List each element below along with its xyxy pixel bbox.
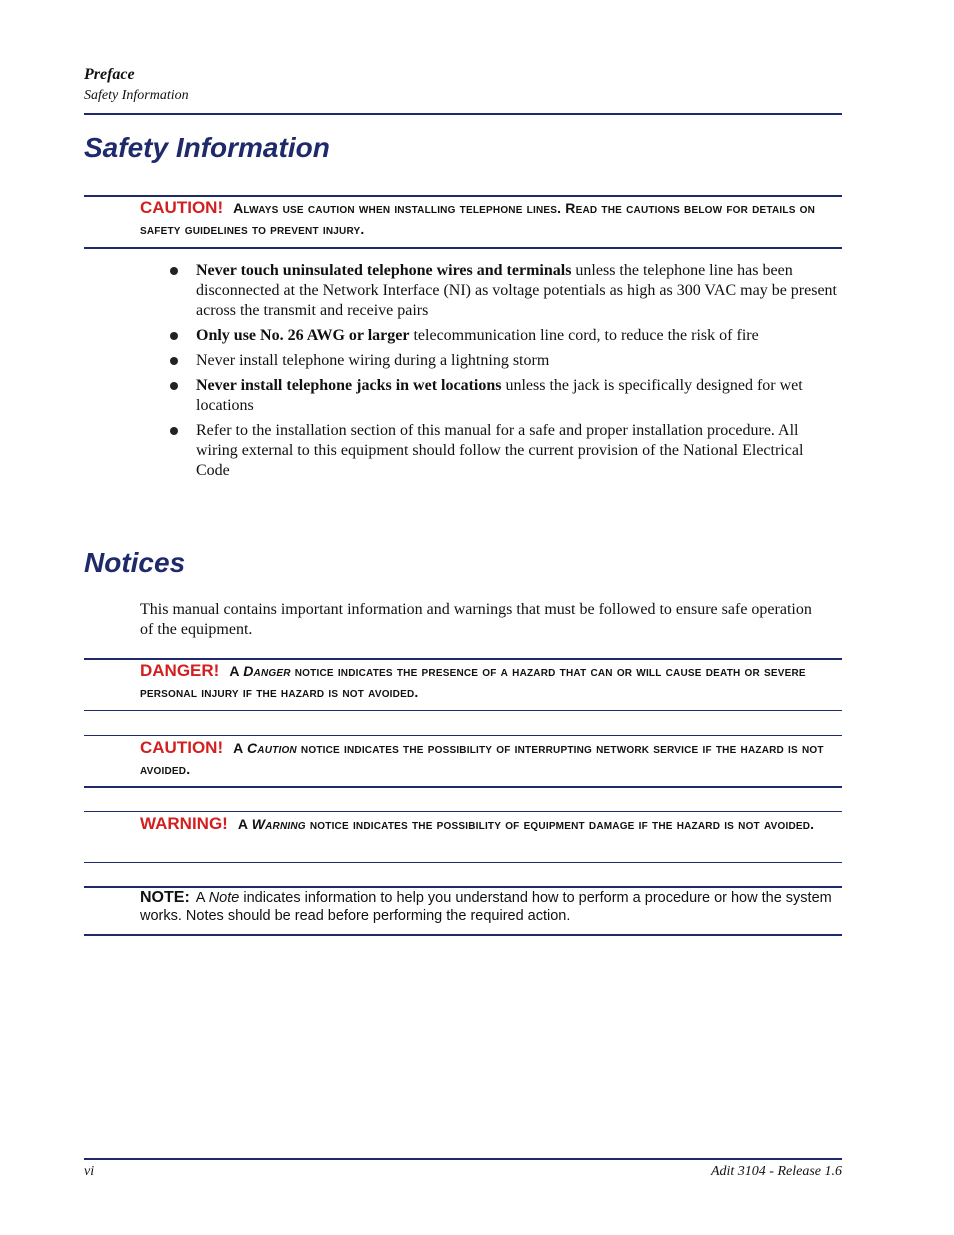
danger-top-rule — [84, 658, 842, 660]
list-item — [170, 421, 840, 481]
warning-notice — [140, 814, 840, 835]
notice-caution-term: Caution — [247, 740, 297, 756]
product-release: Adit 3104 - Release 1.6 — [710, 1164, 842, 1179]
danger-text: notice indicates the presence of a hazard that can or will cause death or severe personal injury if the hazard is not avoided. — [140, 663, 806, 700]
notice-caution-bottom-rule — [84, 786, 842, 788]
caution-notice — [140, 738, 840, 780]
warning-text: notice indicates the possibility of equipment damage if the hazard is not avoided. — [305, 816, 815, 832]
footer-rule — [84, 1158, 842, 1160]
note-text: indicates information to help you understand how to perform a procedure or how the system works. Notes should be read before performing the required action. — [140, 890, 832, 924]
bullet-icon — [170, 357, 178, 365]
caution-bottom-rule — [84, 247, 842, 249]
safety-bullet-list — [170, 261, 840, 486]
bullet-icon — [170, 267, 178, 275]
danger-label: DANGER! — [140, 661, 220, 680]
warning-label: WARNING! — [140, 814, 228, 833]
note-top-rule — [84, 886, 842, 888]
list-item — [170, 326, 840, 346]
running-header-subtitle: Safety Information — [84, 88, 189, 103]
bullet-bold: Never touch uninsulated telephone wires and terminals — [196, 262, 572, 279]
notice-caution-lead: A — [233, 740, 247, 756]
safety-caution — [140, 198, 840, 240]
warning-bottom-rule — [84, 862, 842, 863]
caution-top-rule — [84, 195, 842, 197]
bullet-text: unless the telephone line has been disconnected at the Network Interface (NI) as voltage potentials as high as 300 VAC may be present across the transmit and receive pairs — [196, 262, 837, 319]
notices-heading: Notices — [84, 547, 186, 578]
bullet-bold: Only use No. 26 AWG or larger — [196, 327, 410, 344]
note-notice — [140, 889, 840, 925]
bullet-icon — [170, 332, 178, 340]
bullet-text: unless the jack is specifically designed for wet locations — [196, 377, 803, 414]
bullet-icon — [170, 427, 178, 435]
notice-caution-text: notice indicates the possibility of interrupting network service if the hazard is not avoided. — [140, 740, 824, 777]
danger-term: Danger — [243, 663, 291, 679]
caution-text: Always use caution when installing telephone lines. Read the cautions below for details on safety guidelines to prevent injury. — [140, 200, 816, 237]
note-lead: A — [195, 890, 209, 906]
bullet-text: Refer to the installation section of this manual for a safe and proper installation procedure. All wiring external to this equipment should follow the current provision of the National Electrical Code — [196, 422, 804, 479]
safety-heading: Safety Information — [84, 132, 330, 163]
danger-bottom-rule — [84, 710, 842, 711]
bullet-text: Never install telephone wiring during a lightning storm — [196, 352, 550, 369]
warning-top-rule — [84, 811, 842, 812]
list-item — [170, 351, 840, 371]
note-term: Note — [208, 890, 240, 906]
running-header-title: Preface — [84, 66, 135, 83]
warning-lead: A — [237, 816, 252, 832]
danger-notice — [140, 661, 840, 703]
bullet-icon — [170, 382, 178, 390]
caution-label: CAUTION! — [140, 198, 224, 217]
list-item — [170, 261, 840, 321]
notice-caution-label: CAUTION! — [140, 738, 224, 757]
note-bottom-rule — [84, 934, 842, 936]
bullet-bold: Never install telephone jacks in wet locations — [196, 377, 502, 394]
bullet-text: telecommunication line cord, to reduce the risk of fire — [409, 327, 759, 344]
list-item — [170, 376, 840, 416]
page-number: vi — [84, 1164, 95, 1179]
note-label: NOTE: — [140, 889, 190, 906]
header-rule — [84, 113, 842, 115]
notice-caution-top-rule — [84, 735, 842, 736]
danger-lead: A — [229, 663, 244, 679]
warning-term: Warning — [251, 816, 306, 832]
notices-intro: This manual contains important information and warnings that must be followed to ensure safe operation of the equipment. — [140, 601, 812, 638]
